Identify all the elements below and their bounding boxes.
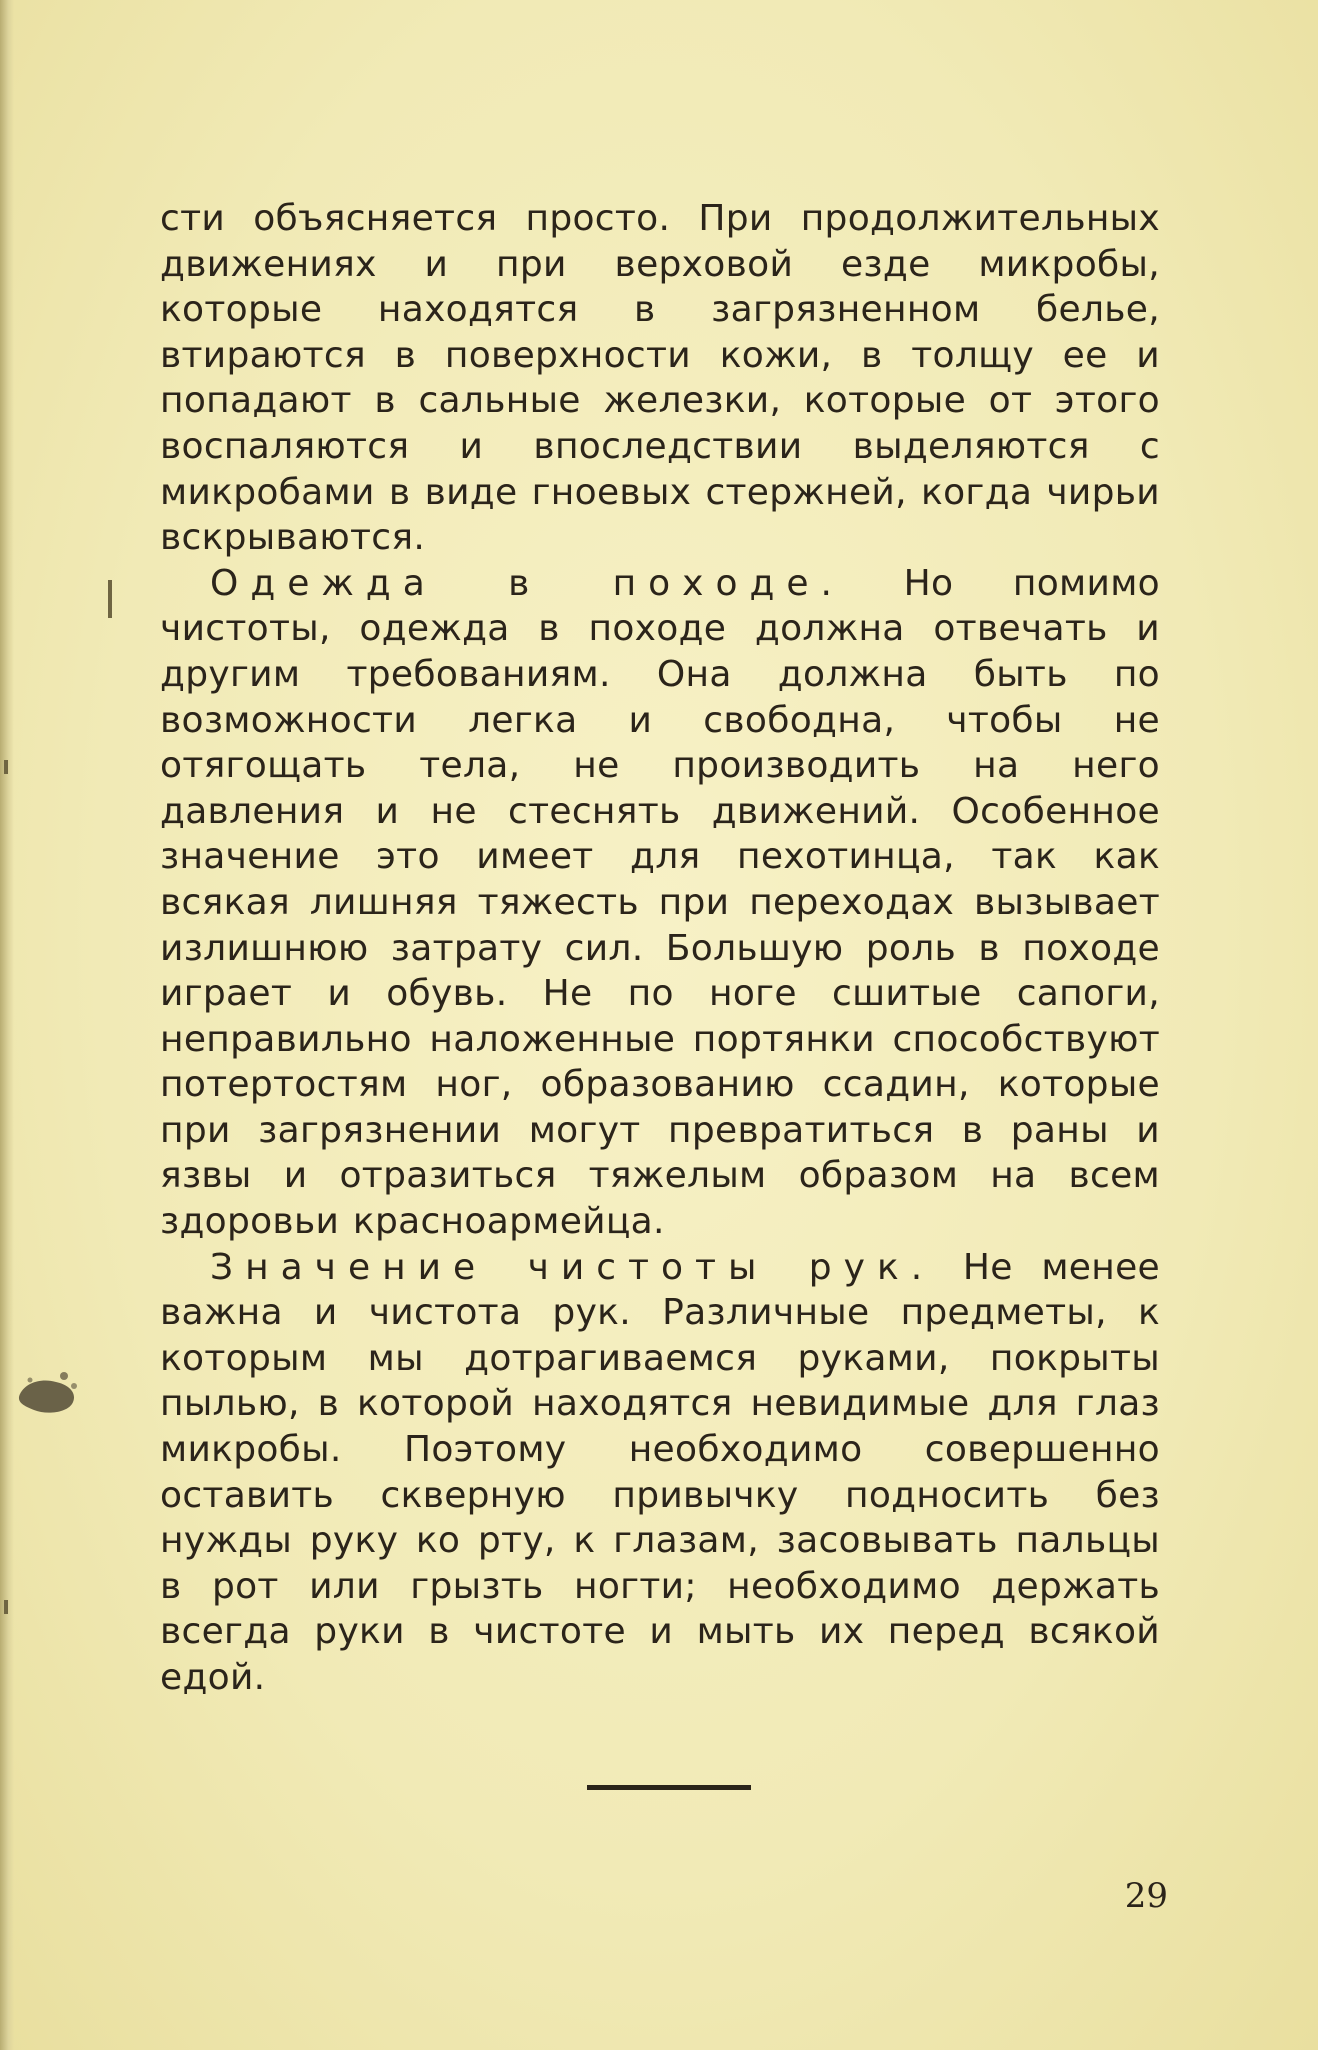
page-spine-edge — [0, 0, 14, 2050]
paragraph-text: Но помимо чистоты, одежда в походе должна отвечать и другим требованиям. Она должна быть по возможности легка и свободна, чтобы не отягощать тела, не производить на него давления и не стеснять движений. Особенное значение это имеет для пехотинца, так как всякая лишняя тяжесть при переходах вызывает излишнюю затрату сил. Большую роль в походе играет и обувь. Не по ноге сшитые сапоги, неправильно наложенные портянки способствуют потертостям ног, образованию ссадин, которые при загрязнении могут превратиться в раны и язвы и отразиться тяжелым образом на всем здоровьи красноармейца. — [160, 562, 1160, 1243]
paragraph — [160, 196, 1160, 561]
page-number: 29 — [1124, 1876, 1168, 1916]
main-text — [160, 196, 1160, 1701]
paragraph — [160, 1245, 1160, 1701]
section-heading: Одежда в походе. — [210, 562, 844, 604]
paragraph — [160, 561, 1160, 1245]
section-heading: Значение чистоты рук. — [210, 1246, 935, 1288]
ink-stain — [12, 1360, 82, 1420]
paragraph-text: сти объясняется просто. При продолжительных движениях и при верховой езде микробы, которые находятся в загрязненном белье, втираются в поверхности кожи, в толщу ее и попадают в сальные железки, которые от этого воспаляются и впоследствии выделяются с микробами в виде гноевых стержней, когда чирьи вскрываются. — [160, 198, 1160, 559]
margin-mark — [4, 760, 8, 774]
margin-mark — [108, 580, 112, 618]
end-rule — [587, 1785, 751, 1790]
paragraph-text: Не менее важна и чистота рук. Различные предметы, к которым мы дотрагиваемся руками, покрыты пылью, в которой находятся невидимые для глаз микробы. Поэтому необходимо совершенно оставить скверную привычку подносить без нужды руку ко рту, к глазам, засовывать пальцы в рот или грызть ногти; необходимо держать всегда руки в чистоте и мыть их перед всякой едой. — [160, 1246, 1160, 1698]
margin-mark — [4, 1600, 8, 1614]
